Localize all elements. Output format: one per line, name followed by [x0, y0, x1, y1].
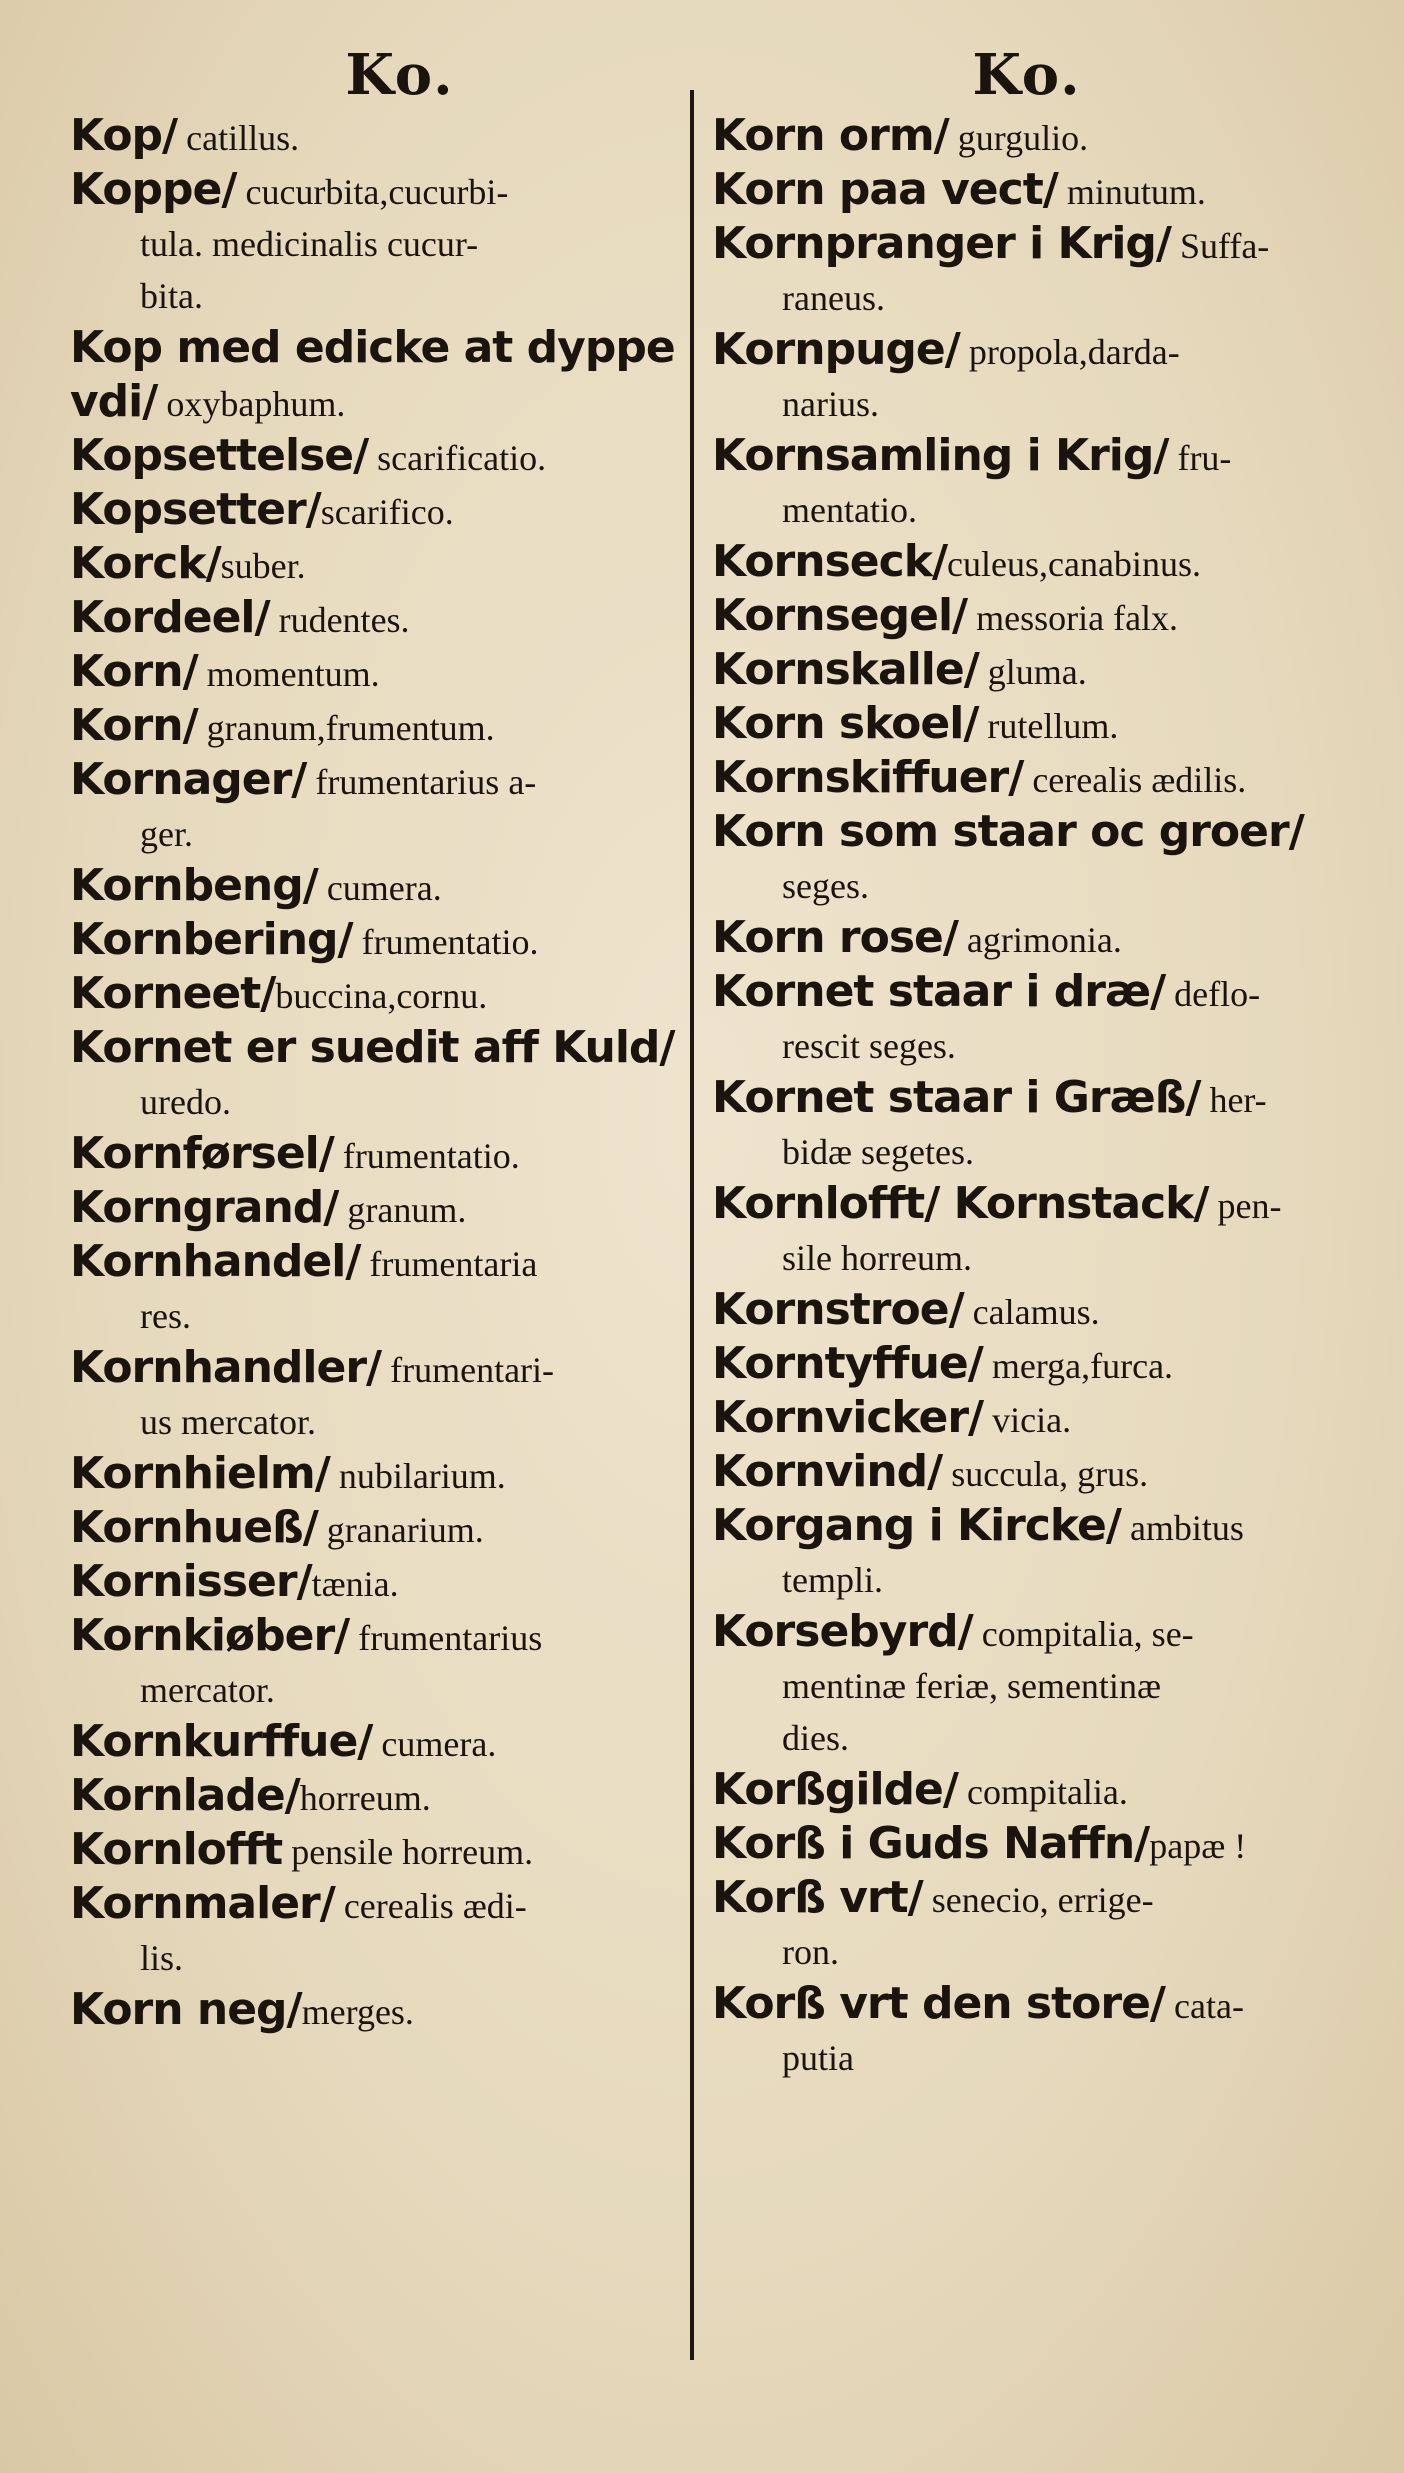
latin-gloss: cerealis ædilis. — [1023, 760, 1247, 800]
dictionary-entry — [712, 218, 1342, 272]
headword: Korngrand/ — [70, 1182, 339, 1233]
left-column — [70, 40, 690, 2038]
latin-gloss: suber. — [220, 546, 306, 586]
dictionary-entry — [712, 430, 1342, 484]
headword: Kornskiffuer/ — [712, 752, 1024, 803]
gloss-continuation: us mercator. — [140, 1402, 316, 1442]
latin-gloss: culeus,canabinus. — [947, 544, 1201, 584]
dictionary-entry — [712, 1978, 1342, 2032]
headword: Kornhueß/ — [70, 1502, 318, 1553]
dictionary-entry — [70, 1878, 690, 1932]
gloss-continuation: bidæ segetes. — [782, 1132, 974, 1172]
gloss-continuation: rescit seges. — [782, 1026, 956, 1066]
latin-gloss: Suffa- — [1170, 226, 1270, 266]
dictionary-entry — [712, 806, 1342, 860]
latin-gloss: succula, grus. — [942, 1454, 1149, 1494]
dictionary-entry — [712, 1338, 1342, 1392]
headword: Korß vrt den store/ — [712, 1978, 1165, 2029]
latin-gloss: messoria falx. — [967, 598, 1179, 638]
latin-gloss: agrimonia. — [957, 920, 1122, 960]
latin-gloss: granum. — [338, 1190, 467, 1230]
dictionary-entry — [70, 1770, 690, 1824]
gloss-continuation: tula. medicinalis cucur- — [140, 224, 479, 264]
latin-gloss: frumentari- — [381, 1350, 555, 1390]
headword: Kornsamling i Krig/ — [712, 430, 1169, 481]
dictionary-entry — [70, 1128, 690, 1182]
latin-gloss: pensile horreum. — [282, 1832, 534, 1872]
dictionary-entry — [70, 1448, 690, 1502]
dictionary-entry — [70, 322, 690, 376]
latin-gloss: frumentatio. — [352, 922, 539, 962]
dictionary-entry — [712, 1178, 1342, 1232]
headword: Kopsetter/ — [70, 484, 321, 535]
latin-gloss: rutellum. — [978, 706, 1119, 746]
latin-gloss: calamus. — [963, 1292, 1100, 1332]
latin-gloss: deflo- — [1165, 974, 1261, 1014]
column-divider — [690, 90, 694, 2360]
dictionary-entry — [712, 1606, 1342, 1660]
dictionary-entry — [70, 592, 690, 646]
dictionary-entry — [70, 860, 690, 914]
headword: Kornager/ — [70, 754, 307, 805]
headword: Korsebyrd/ — [712, 1606, 973, 1657]
headword: Korn/ — [70, 646, 198, 697]
gloss-continuation: lis. — [140, 1938, 184, 1978]
gloss-continuation: mercator. — [140, 1670, 275, 1710]
latin-gloss: granarium. — [317, 1510, 484, 1550]
latin-gloss: propola,darda- — [959, 332, 1180, 372]
left-entry-list — [70, 110, 690, 2038]
right-entry-list — [712, 110, 1342, 2084]
dictionary-entry — [712, 1392, 1342, 1446]
latin-gloss: merges. — [301, 1992, 414, 2032]
latin-gloss: scarificatio. — [368, 438, 547, 478]
gloss-continuation: ron. — [782, 1932, 839, 1972]
latin-gloss: cumera. — [372, 1724, 497, 1764]
headword: Korgang i Kircke/ — [712, 1500, 1121, 1551]
dictionary-entry — [712, 536, 1342, 590]
latin-gloss: ambitus — [1120, 1508, 1244, 1548]
latin-gloss: minutum. — [1057, 172, 1206, 212]
latin-gloss: cata- — [1165, 1986, 1244, 2026]
dictionary-entry — [70, 1236, 690, 1290]
headword: Koppe/ — [70, 164, 237, 215]
latin-gloss: buccina,cornu. — [275, 976, 488, 1016]
dictionary-entry — [70, 484, 690, 538]
latin-gloss: tænia. — [311, 1564, 399, 1604]
dictionary-entry — [712, 644, 1342, 698]
headword: Korn skoel/ — [712, 698, 979, 749]
dictionary-entry — [70, 1182, 690, 1236]
dictionary-entry — [712, 1872, 1342, 1926]
headword: Kornseck/ — [712, 536, 948, 587]
dictionary-entry — [70, 914, 690, 968]
latin-gloss: frumentarius — [349, 1618, 543, 1658]
gloss-continuation: bita. — [140, 276, 203, 316]
dictionary-entry — [70, 1610, 690, 1664]
gloss-continuation: ger. — [140, 814, 193, 854]
dictionary-entry — [70, 430, 690, 484]
headword: Korn/ — [70, 700, 198, 751]
headword: Korn som staar oc groer/ — [712, 806, 1304, 857]
headword: Kornbeng/ — [70, 860, 318, 911]
latin-gloss: catillus. — [177, 118, 300, 158]
latin-gloss: momentum. — [197, 654, 380, 694]
latin-gloss: her- — [1200, 1080, 1267, 1120]
dictionary-entry — [70, 1984, 690, 2038]
left-running-header: Ko. — [345, 42, 455, 108]
headword: Kornlofft — [70, 1824, 283, 1875]
headword: Korntyffue/ — [712, 1338, 983, 1389]
headword: Kornisser/ — [70, 1556, 312, 1607]
dictionary-entry — [70, 164, 690, 218]
dictionary-entry — [712, 966, 1342, 1020]
gloss-continuation: dies. — [782, 1718, 849, 1758]
right-column — [712, 40, 1342, 2084]
dictionary-entry — [712, 324, 1342, 378]
gloss-continuation: narius. — [782, 384, 879, 424]
dictionary-entry — [70, 1022, 690, 1076]
dictionary-entry — [712, 1764, 1342, 1818]
dictionary-entry — [70, 1824, 690, 1878]
latin-gloss: cumera. — [317, 868, 442, 908]
latin-gloss: senecio, errige- — [922, 1880, 1154, 1920]
headword: Korßgilde/ — [712, 1764, 958, 1815]
dictionary-entry — [712, 912, 1342, 966]
dictionary-entry — [712, 1818, 1342, 1872]
headword: Kornførsel/ — [70, 1128, 334, 1179]
headword: Kornkurffue/ — [70, 1716, 373, 1767]
headword: Korn orm/ — [712, 110, 949, 161]
latin-gloss: gluma. — [978, 652, 1087, 692]
dictionary-entry — [712, 1284, 1342, 1338]
latin-gloss: compitalia. — [957, 1772, 1128, 1812]
dictionary-entry — [70, 110, 690, 164]
gloss-continuation: mentatio. — [782, 490, 917, 530]
headword: Kornhandler/ — [70, 1342, 382, 1393]
headword: Korneet/ — [70, 968, 276, 1019]
dictionary-entry — [712, 110, 1342, 164]
headword: Kornvicker/ — [712, 1392, 984, 1443]
headword: Kornkiøber/ — [70, 1610, 350, 1661]
headword: Kornet er suedit aff Kuld/ — [70, 1022, 675, 1073]
headword: Korß i Guds Naffn/ — [712, 1818, 1150, 1869]
latin-gloss: nubilarium. — [329, 1456, 506, 1496]
headword: Kornhielm/ — [70, 1448, 330, 1499]
headword: Kornpuge/ — [712, 324, 960, 375]
latin-gloss: frumentaria — [360, 1244, 538, 1284]
headword: Kornet staar i Græß/ — [712, 1072, 1201, 1123]
headword: Kornpranger i Krig/ — [712, 218, 1171, 269]
headword: Korn neg/ — [70, 1984, 302, 2035]
latin-gloss: cucurbita,cucurbi- — [236, 172, 509, 212]
dictionary-entry — [712, 590, 1342, 644]
dictionary-entry — [70, 968, 690, 1022]
headword: Kop/ — [70, 110, 178, 161]
latin-gloss: vicia. — [983, 1400, 1072, 1440]
headword: Kornet staar i dræ/ — [712, 966, 1166, 1017]
headword: vdi/ — [70, 376, 158, 427]
latin-gloss: papæ ! — [1149, 1826, 1247, 1866]
headword: Kornmaler/ — [70, 1878, 335, 1929]
headword: Kopsettelse/ — [70, 430, 369, 481]
gloss-continuation: sile horreum. — [782, 1238, 972, 1278]
headword: Kordeel/ — [70, 592, 270, 643]
latin-gloss: compitalia, se- — [972, 1614, 1194, 1654]
gloss-continuation: templi. — [782, 1560, 883, 1600]
headword: Kornvind/ — [712, 1446, 943, 1497]
headword: Kornlade/ — [70, 1770, 300, 1821]
headword: Kornhandel/ — [70, 1236, 361, 1287]
gloss-continuation: mentinæ feriæ, sementinæ — [782, 1666, 1161, 1706]
latin-gloss: frumentatio. — [333, 1136, 520, 1176]
latin-gloss: scarifico. — [320, 492, 454, 532]
headword: Kornskalle/ — [712, 644, 979, 695]
headword: Korck/ — [70, 538, 221, 589]
latin-gloss: fru- — [1168, 438, 1232, 478]
dictionary-entry — [70, 700, 690, 754]
latin-gloss: merga,furca. — [982, 1346, 1174, 1386]
gloss-continuation: seges. — [782, 866, 869, 906]
dictionary-entry — [70, 1556, 690, 1610]
latin-gloss: cerealis ædi- — [334, 1886, 527, 1926]
headword: Kornlofft/ Kornstack/ — [712, 1178, 1209, 1229]
dictionary-entry — [70, 754, 690, 808]
right-running-header: Ko. — [972, 42, 1082, 108]
latin-gloss: horreum. — [299, 1778, 431, 1818]
latin-gloss: oxybaphum. — [157, 384, 346, 424]
dictionary-entry — [70, 1342, 690, 1396]
dictionary-entry — [712, 1072, 1342, 1126]
headword: Kop med edicke at dyppe — [70, 322, 675, 373]
latin-gloss: frumentarius a- — [306, 762, 537, 802]
dictionary-entry — [712, 1500, 1342, 1554]
dictionary-entry — [712, 1446, 1342, 1500]
dictionary-entry — [70, 1502, 690, 1556]
dictionary-entry — [712, 164, 1342, 218]
gloss-continuation: res. — [140, 1296, 191, 1336]
headword: Korn rose/ — [712, 912, 958, 963]
headword: Kornbering/ — [70, 914, 353, 965]
dictionary-entry — [712, 752, 1342, 806]
latin-gloss: rudentes. — [269, 600, 410, 640]
dictionary-entry — [70, 1716, 690, 1770]
headword: Korß vrt/ — [712, 1872, 923, 1923]
dictionary-entry — [70, 538, 690, 592]
gloss-continuation: putia — [782, 2038, 854, 2078]
dictionary-entry — [70, 646, 690, 700]
headword: Kornsegel/ — [712, 590, 968, 641]
headword-continuation — [70, 376, 690, 430]
latin-gloss: granum,frumentum. — [197, 708, 495, 748]
latin-gloss: gurgulio. — [948, 118, 1089, 158]
latin-gloss: pen- — [1208, 1186, 1282, 1226]
gloss-continuation: uredo. — [140, 1082, 231, 1122]
headword: Kornstroe/ — [712, 1284, 964, 1335]
headword: Korn paa vect/ — [712, 164, 1058, 215]
gloss-continuation: raneus. — [782, 278, 885, 318]
dictionary-entry — [712, 698, 1342, 752]
